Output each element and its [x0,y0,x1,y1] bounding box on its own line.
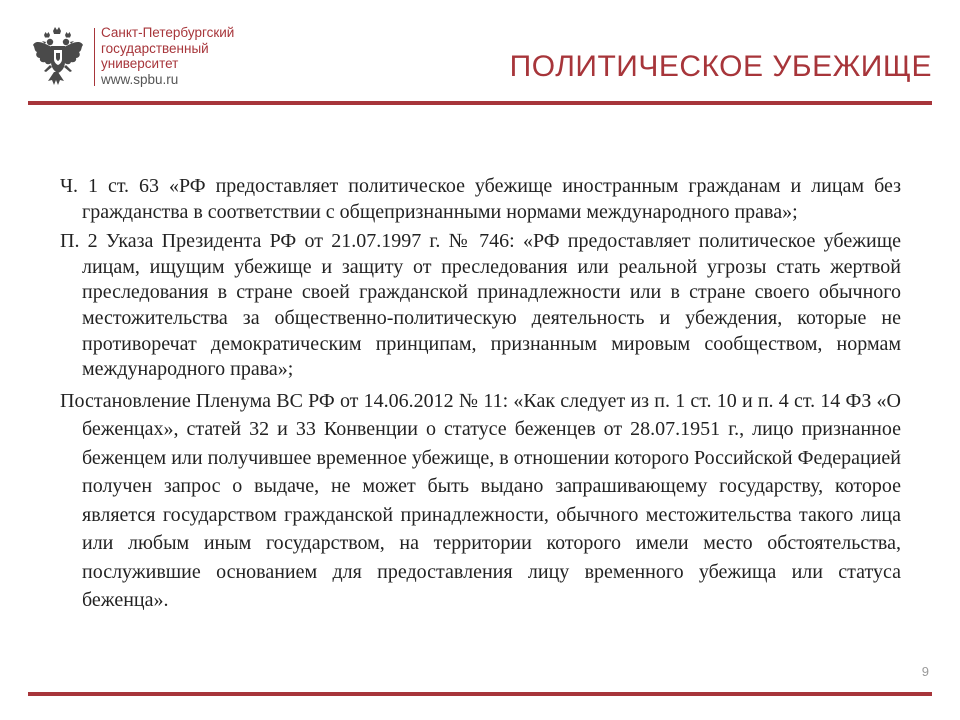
footer-divider [28,692,932,696]
header-divider [28,101,932,105]
paragraph-presidential-decree: П. 2 Указа Президента РФ от 21.07.1997 г. № 746: «РФ предоставляет политическое убежище лицам, ищущим убежище и защиту от преследования или реальной угрозы стать жертвой преследования в стране своей гражданской принадлежности или в стране своего обычного местожительства за общественно-политическую деятельность и убеждения, которые не противоречат демократическим принципам, признанным мировым сообществом, нормам международного права»; [60,230,901,381]
university-website: www.spbu.ru [101,71,179,87]
slide-title: ПОЛИТИЧЕСКОЕ УБЕЖИЩЕ [509,50,932,83]
paragraph-supreme-court-resolution: Постановление Пленума ВС РФ от 14.06.2012 № 11: «Как следует из п. 1 ст. 10 и п. 4 ст. 14 ФЗ «О беженцах», статей 32 и 33 Конвенции о статусе беженцев от 28.07.1951 г., лицо признанное беженцем или получившее временное убежище, в отношении которого Российской Федерацией получен запрос о выдаче, не может быть выдано запрашивающему государству, которое является государством гражданской принадлежности, обычного местожительства такого лица или любым иным государством, на территории которого имели место обстоятельства, послужившие основанием для предоставления лицу временного убежища или статуса беженца». [60,389,901,612]
logo-divider [94,28,95,86]
page-number: 9 [921,664,929,679]
university-name-line-1: Санкт-Петербургский [101,25,235,40]
university-name [101,25,234,87]
university-name-line-2: государственный [101,40,209,56]
university-name-line-3: университет [101,56,179,71]
slide-body [60,174,901,619]
paragraph-constitution: Ч. 1 ст. 63 «РФ предоставляет политическое убежище иностранным гражданам и лицам без гражданства в соответствии с общепризнанными нормами международного права»; [60,175,901,223]
double-headed-eagle-icon [30,25,86,89]
